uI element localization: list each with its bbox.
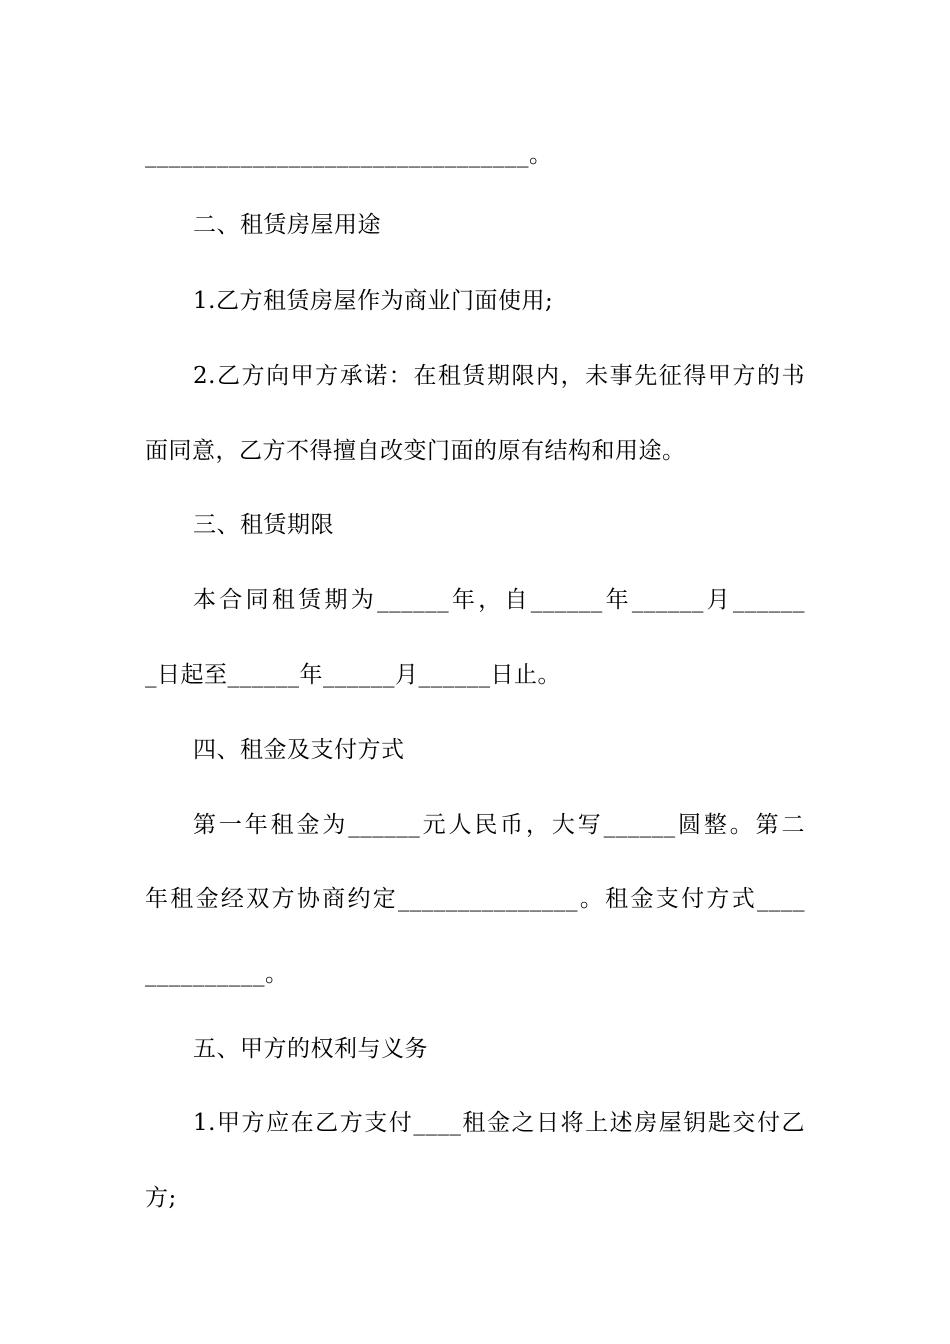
section-heading-term: 三、租赁期限 xyxy=(193,512,334,538)
text-line: 本合同租赁期为______年，自______年______月______ xyxy=(193,587,805,613)
text-line: 2.乙方向甲方承诺：在租赁期限内，未事先征得甲方的书 xyxy=(193,363,805,389)
text-line: 面同意，乙方不得擅自改变门面的原有结构和用途。 xyxy=(145,438,686,464)
section-heading-usage: 二、租赁房屋用途 xyxy=(193,212,381,238)
text-line-blank-end: ________________________________。 xyxy=(145,142,553,168)
section-heading-party-a: 五、甲方的权利与义务 xyxy=(193,1036,428,1062)
text-line: _日起至______年______月______日止。 xyxy=(145,662,561,688)
text-line: 年租金经双方协商约定_______________。租金支付方式____ xyxy=(145,886,805,912)
text-line: __________。 xyxy=(145,961,289,987)
text-line: 第一年租金为______元人民币，大写______圆整。第二 xyxy=(193,812,805,838)
text-line: 1.乙方租赁房屋作为商业门面使用; xyxy=(193,288,554,314)
text-line: 方; xyxy=(145,1185,177,1211)
text-line: 1.甲方应在乙方支付____租金之日将上述房屋钥匙交付乙 xyxy=(193,1110,805,1136)
section-heading-rent: 四、租金及支付方式 xyxy=(193,737,405,763)
